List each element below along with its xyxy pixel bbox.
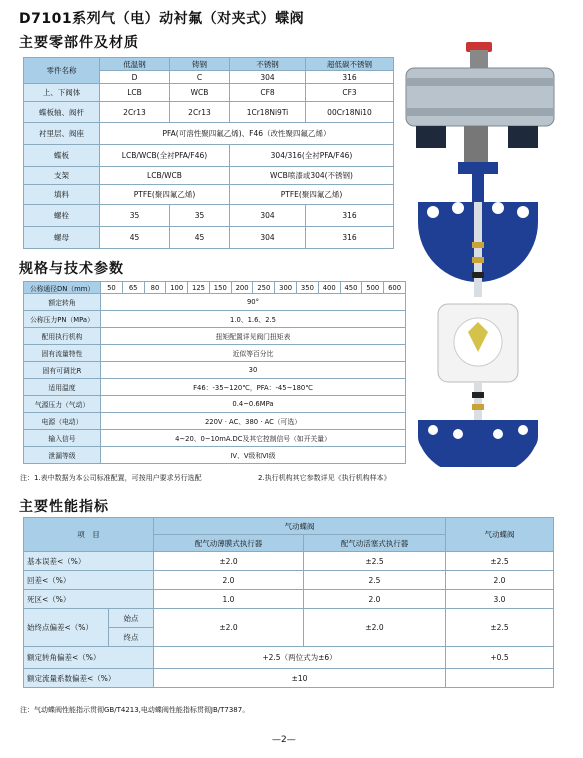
spec-row-value: 近似等百分比 — [101, 345, 406, 362]
page-number: —2— — [272, 735, 296, 745]
valve-exploded-illustration — [398, 42, 578, 467]
spec-note-2: 2.执行机构其它参数详见《执行机构样本》 — [258, 474, 391, 482]
cell: D — [100, 71, 170, 84]
dn-value: 80 — [144, 282, 166, 294]
cell: 3.0 — [446, 590, 554, 609]
perf-section-title: 主要性能指标 — [19, 499, 109, 515]
spec-row-label: 泄漏等级 — [24, 447, 101, 464]
cell: PTFE(聚四氟乙烯) — [230, 185, 394, 205]
cell: LCB/WCB — [100, 167, 230, 185]
spec-row-label: 适用温度 — [24, 379, 101, 396]
spec-section-title: 规格与技术参数 — [19, 261, 124, 277]
row-label: 额定流量系数偏差<（%） — [24, 669, 154, 688]
row-label: 支架 — [24, 167, 100, 185]
col-item: 项 目 — [24, 518, 154, 552]
parts-section-title: 主要零部件及材质 — [19, 35, 139, 51]
cell: 45 — [100, 227, 170, 249]
cell — [446, 669, 554, 688]
spec-row-label: 额定转角 — [24, 294, 101, 311]
row-label: 额定转角偏差<（%） — [24, 647, 154, 669]
cell: 45 — [170, 227, 230, 249]
row-label: 始终点偏差<（%） — [24, 609, 109, 647]
spec-row-value: 0.4~0.6MPa — [101, 396, 406, 413]
spec-row-value: 扭矩配置详见阀门扭矩表 — [101, 328, 406, 345]
cell: 2.0 — [304, 590, 446, 609]
spec-note-1: 注：1.表中数据为本公司标准配置，可按用户要求另行选配 — [20, 474, 202, 482]
cell: 2Cr13 — [100, 102, 170, 123]
spec-row-value: 1.0、1.6、2.5 — [101, 311, 406, 328]
cell: ±2.5 — [446, 609, 554, 647]
perf-note: 注：气动蝶阀性能指示贯彻GB/T4213,电动蝶阀性能指标贯彻JB/T7387。 — [20, 706, 250, 714]
cell: CF3 — [306, 84, 394, 102]
dn-value: 150 — [209, 282, 231, 294]
cell: +0.5 — [446, 647, 554, 669]
performance-table — [23, 517, 554, 688]
cell: CF8 — [230, 84, 306, 102]
cell: 2.0 — [446, 571, 554, 590]
dn-value: 600 — [384, 282, 406, 294]
cell: 316 — [306, 205, 394, 227]
spec-row-label: 输入信号 — [24, 430, 101, 447]
dn-value: 400 — [318, 282, 340, 294]
spec-row-value: IV、V级和VI级 — [101, 447, 406, 464]
cell: WCB — [170, 84, 230, 102]
col-electric: 气动蝶阀 — [446, 518, 554, 552]
col-piston: 配气动活塞式执行器 — [304, 535, 446, 552]
col-cast-steel: 铸钢 — [170, 58, 230, 71]
cell: 2.0 — [154, 571, 304, 590]
dn-value: 300 — [275, 282, 297, 294]
spec-row-label: 固有流量特性 — [24, 345, 101, 362]
dn-value: 450 — [340, 282, 362, 294]
cell: 1.0 — [154, 590, 304, 609]
col-diaphragm: 配气动薄膜式执行器 — [154, 535, 304, 552]
cell: 316 — [306, 71, 394, 84]
disc-seat-icon — [438, 304, 518, 382]
col-stainless: 不锈钢 — [230, 58, 306, 71]
page-title: D7101系列气（电）动衬氟（对夹式）蝶阀 — [19, 11, 305, 27]
cell: 304 — [230, 205, 306, 227]
dn-value: 200 — [231, 282, 253, 294]
cell: 304 — [230, 227, 306, 249]
cell: WCB喷漆或304(不锈钢) — [230, 167, 394, 185]
row-sublabel: 终点 — [109, 628, 154, 647]
cell: 304/316(全衬PFA/F46) — [230, 145, 394, 167]
actuator-icon — [406, 42, 554, 164]
row-label: 螺母 — [24, 227, 100, 249]
spec-row-value: 30 — [101, 362, 406, 379]
row-label: 死区<（%） — [24, 590, 154, 609]
spec-row-label: 配用执行机构 — [24, 328, 101, 345]
spec-row-value: 220V · AC、380 · AC（可选） — [101, 413, 406, 430]
row-label: 基本误差<（%） — [24, 552, 154, 571]
cell: 2Cr13 — [170, 102, 230, 123]
dn-value: 125 — [188, 282, 210, 294]
col-part-name: 零件名称 — [24, 58, 100, 84]
cell: ±2.5 — [446, 552, 554, 571]
row-label: 螺栓 — [24, 205, 100, 227]
cell: C — [170, 71, 230, 84]
col-pneumatic: 气动蝶阀 — [154, 518, 446, 535]
spec-row-label: 气源压力（气动） — [24, 396, 101, 413]
dn-value: 500 — [362, 282, 384, 294]
spec-row-label: 电源（电动） — [24, 413, 101, 430]
spec-row-label: 固有可调比R — [24, 362, 101, 379]
cell: 304 — [230, 71, 306, 84]
row-sublabel: 始点 — [109, 609, 154, 628]
cell: ±2.5 — [304, 552, 446, 571]
bracket-icon — [458, 162, 498, 204]
cell: LCB — [100, 84, 170, 102]
row-label: 回差<（%） — [24, 571, 154, 590]
cell: PFA(可溶性聚四氟乙烯)、F46（改性聚四氟乙烯） — [100, 123, 394, 145]
cell: 2.5 — [304, 571, 446, 590]
lower-flange-icon — [418, 420, 538, 467]
row-label: 蝶板 — [24, 145, 100, 167]
col-ultra-low-carbon: 超低碳不锈钢 — [306, 58, 394, 71]
cell: 35 — [100, 205, 170, 227]
row-label: 蝶板轴、阀杆 — [24, 102, 100, 123]
parts-material-table — [23, 57, 394, 249]
dn-value: 250 — [253, 282, 275, 294]
dn-value: 350 — [297, 282, 319, 294]
cell: PTFE(聚四氟乙烯) — [100, 185, 230, 205]
cell: ±2.0 — [304, 609, 446, 647]
cell: 35 — [170, 205, 230, 227]
cell: LCB/WCB(全衬PFA/F46) — [100, 145, 230, 167]
cell: 00Cr18Ni10 — [306, 102, 394, 123]
spec-row-value: 90° — [101, 294, 406, 311]
row-label: 上、下阀体 — [24, 84, 100, 102]
col-low-temp: 低温钢 — [100, 58, 170, 71]
spec-table — [23, 281, 406, 464]
lower-stem-icon — [472, 382, 484, 422]
dn-value: 100 — [166, 282, 188, 294]
spec-row-value: F46：-35~120℃，PFA：-45~180℃ — [101, 379, 406, 396]
row-label: 填料 — [24, 185, 100, 205]
cell: ±10 — [154, 669, 446, 688]
cell: 1Cr18Ni9Ti — [230, 102, 306, 123]
cell: ±2.0 — [154, 609, 304, 647]
cell: 316 — [306, 227, 394, 249]
row-label: 衬里层、阀座 — [24, 123, 100, 145]
dn-value: 65 — [122, 282, 144, 294]
cell: +2.5（两位式为±6） — [154, 647, 446, 669]
cell: ±2.0 — [154, 552, 304, 571]
spec-row-label: 公称压力PN（MPa） — [24, 311, 101, 328]
spec-row-value: 4~20、0~10mA.DC及其它控制信号（如开关量） — [101, 430, 406, 447]
dn-label: 公称通径DN（mm） — [24, 282, 101, 294]
dn-value: 50 — [101, 282, 123, 294]
